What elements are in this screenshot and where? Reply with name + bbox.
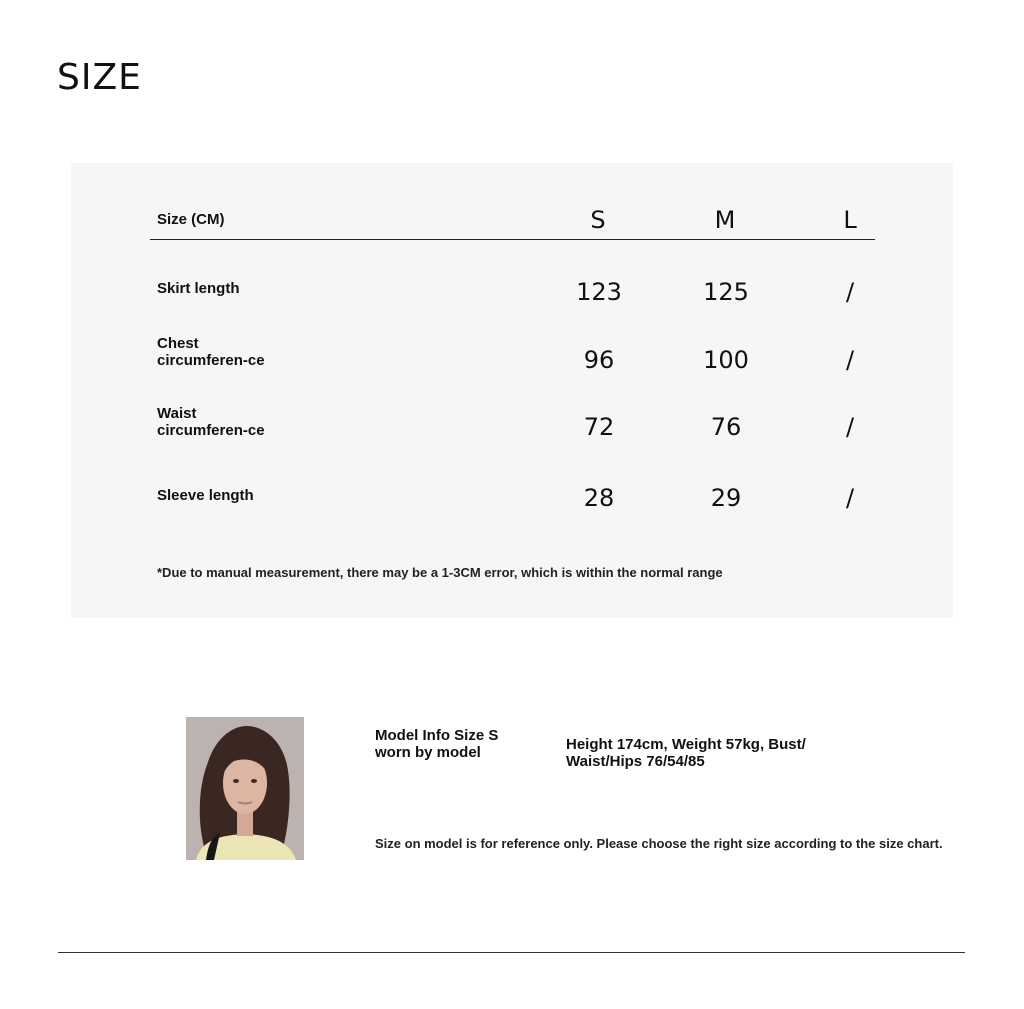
row-label: Chest circumferen-ce	[157, 335, 265, 369]
row-label: Sleeve length	[157, 487, 254, 504]
cell-s: 28	[583, 484, 615, 512]
cell-l: /	[845, 278, 855, 306]
bottom-divider	[58, 952, 965, 953]
size-chart-panel	[71, 163, 953, 618]
cell-m: 125	[703, 278, 749, 306]
cell-m: 76	[710, 413, 742, 441]
model-info-title: Model Info Size S worn by model	[375, 727, 499, 761]
column-head-s: S	[590, 206, 606, 234]
cell-s: 96	[583, 346, 615, 374]
row-label: Waist circumferen-ce	[157, 405, 265, 439]
measurement-note: *Due to manual measurement, there may be a 1-3CM error, which is within the normal range	[157, 565, 723, 580]
column-head-m: M	[714, 206, 736, 234]
model-measurements: Height 174cm, Weight 57kg, Bust/ Waist/Hips 76/54/85	[566, 736, 806, 770]
column-head-l: L	[843, 206, 857, 234]
size-table-header	[150, 203, 875, 240]
cell-m: 29	[710, 484, 742, 512]
row-label: Skirt length	[157, 280, 240, 297]
model-portrait-image	[186, 717, 304, 860]
size-unit-label: Size (CM)	[157, 211, 225, 228]
cell-m: 100	[703, 346, 749, 374]
model-photo	[186, 717, 304, 860]
model-size-note: Size on model is for reference only. Please choose the right size according to the size chart.	[375, 836, 943, 851]
cell-l: /	[845, 346, 855, 374]
cell-l: /	[845, 484, 855, 512]
cell-l: /	[845, 413, 855, 441]
page-title: SIZE	[57, 57, 142, 98]
cell-s: 123	[576, 278, 622, 306]
cell-s: 72	[583, 413, 615, 441]
